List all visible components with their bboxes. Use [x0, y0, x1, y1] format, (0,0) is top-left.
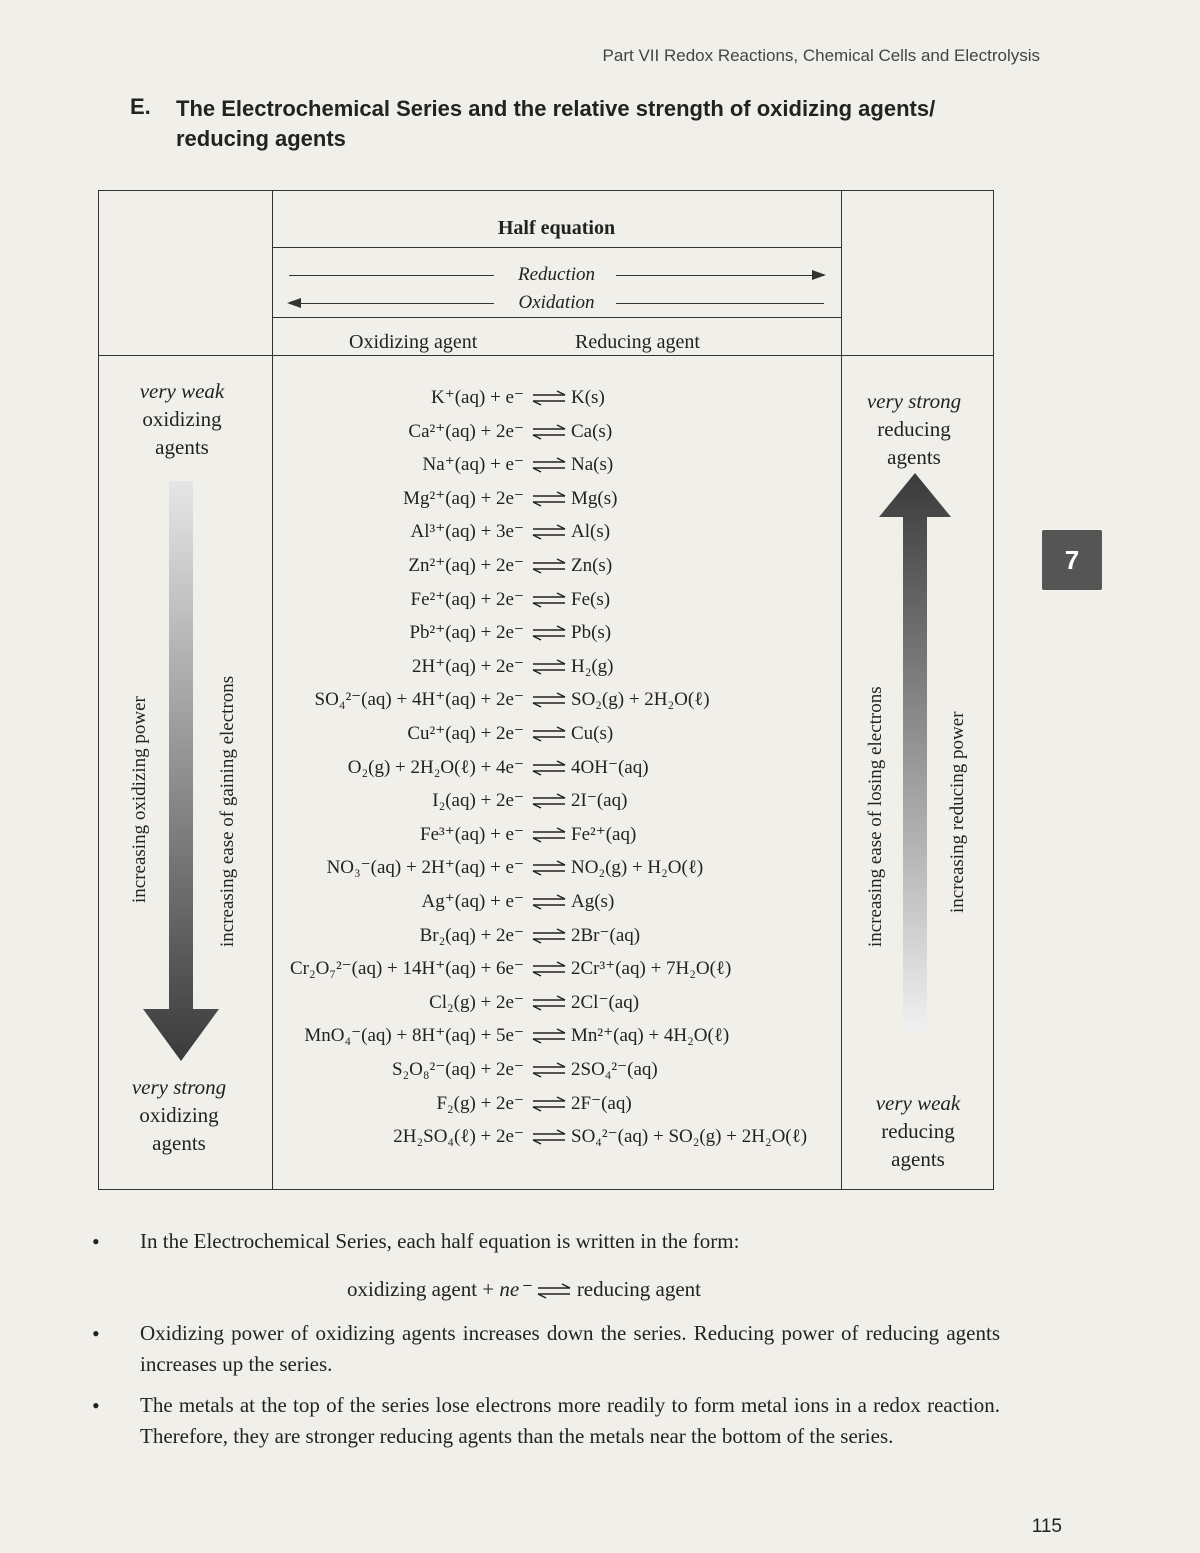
- half-equation-row: [259, 986, 859, 1019]
- up-arrow-icon: [875, 473, 955, 1033]
- reducing-agent-side: 2Cl⁻(aq): [571, 991, 640, 1013]
- half-equation-row: [259, 683, 859, 716]
- equilibrium-icon: [531, 760, 567, 776]
- oxidizing-agent-side: Al³⁺(aq) + 3e⁻: [410, 521, 524, 543]
- increasing-oxidizing-power-label: increasing oxidizing power: [129, 696, 150, 903]
- reducing-agent-column-label: Reducing agent: [575, 331, 700, 353]
- running-header: Part VII Redox Reactions, Chemical Cells and Electrolysis: [602, 46, 1040, 65]
- half-equation-row: [259, 650, 859, 683]
- reducing-agent-side: 2I⁻(aq): [571, 790, 628, 812]
- reducing-agent-side: SO₄²⁻(aq) + SO₂(g) + 2H₂O(ℓ): [571, 1126, 808, 1148]
- half-equation-row: [259, 515, 859, 548]
- reducing-agent-side: H₂(g): [571, 655, 614, 677]
- oxidation-label: Oxidation: [518, 292, 595, 313]
- reducing-agent-side: 2F⁻(aq): [571, 1092, 632, 1114]
- oxidizing-agent-side: S₂O₈²⁻(aq) + 2e⁻: [391, 1059, 524, 1080]
- equilibrium-icon: [531, 1129, 567, 1145]
- section-title: The Electrochemical Series and the relative strength of oxidizing agents/ reducing agents: [176, 96, 936, 151]
- reducing-agent-side: Fe²⁺(aq): [571, 823, 637, 845]
- oxidizing-agent-column-label: Oxidizing agent: [349, 331, 478, 353]
- reduction-direction: [289, 265, 824, 285]
- increasing-losing-electrons-label: increasing ease of losing electrons: [865, 686, 886, 947]
- oxidizing-agent-side: Ca²⁺(aq) + 2e⁻: [408, 420, 524, 442]
- reducing-agent-side: Fe(s): [571, 588, 611, 610]
- equilibrium-icon: [531, 558, 567, 574]
- half-equation-row: [259, 885, 859, 918]
- oxidation-direction: [289, 293, 824, 313]
- half-equation-row: [259, 1087, 859, 1120]
- equilibrium-icon: [531, 1096, 567, 1112]
- oxidizing-agent-side: Na⁺(aq) + e⁻: [422, 454, 524, 476]
- reducing-agent-side: Cu(s): [571, 723, 614, 744]
- bullet-icon: •: [92, 1229, 100, 1254]
- very-strong-reducing-label: very strong reducing agents: [866, 389, 962, 469]
- equilibrium-icon: [531, 928, 567, 944]
- oxidizing-agent-side: K⁺(aq) + e⁻: [430, 387, 524, 408]
- reducing-agent-side: SO₂(g) + 2H₂O(ℓ): [571, 689, 710, 711]
- reducing-agent-side: Na(s): [571, 454, 614, 476]
- equilibrium-icon: [531, 491, 567, 507]
- equilibrium-icon: [531, 995, 567, 1011]
- very-strong-oxidizing-label: very strong oxidizing agents: [131, 1075, 227, 1155]
- reducing-agent-side: Pb(s): [571, 622, 612, 644]
- reducing-agent-side: Al(s): [571, 521, 611, 543]
- oxidizing-agent-side: SO₄²⁻(aq) + 4H⁺(aq) + 2e⁻: [314, 689, 524, 711]
- oxidizing-agent-side: Cr₂O₇²⁻(aq) + 14H⁺(aq) + 6e⁻: [289, 958, 524, 980]
- reducing-agent-side: Ag(s): [571, 891, 615, 912]
- reducing-agent-side: 2SO₄²⁻(aq): [571, 1059, 658, 1080]
- equilibrium-icon: [536, 1283, 572, 1299]
- reducing-agent-side: NO₂(g) + H₂O(ℓ): [571, 857, 704, 879]
- equilibrium-icon: [531, 390, 567, 406]
- half-equation-row: [259, 784, 859, 817]
- half-equation-row: [259, 952, 859, 985]
- half-equation-row: [259, 1053, 859, 1086]
- equilibrium-icon: [531, 457, 567, 473]
- general-half-equation: oxidizing agent + ne⁻ reducing agent: [347, 1277, 702, 1301]
- oxidizing-agent-side: Cl₂(g) + 2e⁻: [429, 991, 524, 1013]
- oxidizing-agent-side: I₂(aq) + 2e⁻: [432, 790, 524, 812]
- increasing-gaining-electrons-label: increasing ease of gaining electrons: [217, 675, 238, 947]
- equilibrium-icon: [531, 625, 567, 641]
- oxidizing-agent-side: 2H₂SO₄(ℓ) + 2e⁻: [393, 1126, 524, 1148]
- half-equation-row: [259, 583, 859, 616]
- page-number: 115: [1031, 1516, 1062, 1537]
- oxidizing-agent-side: Mg²⁺(aq) + 2e⁻: [403, 487, 524, 509]
- oxidizing-agent-side: F₂(g) + 2e⁻: [436, 1092, 524, 1114]
- oxidizing-agent-side: Cu²⁺(aq) + 2e⁻: [407, 723, 524, 744]
- half-equation-row: [259, 851, 859, 884]
- very-weak-oxidizing-label: very weak oxidizing agents: [139, 379, 225, 459]
- reducing-agent-side: Mn²⁺(aq) + 4H₂O(ℓ): [571, 1025, 730, 1047]
- chapter-tab: 7: [1042, 530, 1102, 590]
- half-equation-row: [259, 448, 859, 481]
- bullet-icon: •: [92, 1393, 100, 1418]
- equilibrium-icon: [531, 424, 567, 440]
- oxidizing-agent-side: 2H⁺(aq) + 2e⁻: [411, 655, 524, 677]
- down-arrow-icon: [141, 481, 221, 1063]
- equilibrium-icon: [531, 524, 567, 540]
- equilibrium-icon: [531, 1062, 567, 1078]
- equilibrium-icon: [531, 659, 567, 675]
- table-rule-arrows: [272, 317, 841, 318]
- reducing-agent-side: 2Cr³⁺(aq) + 7H₂O(ℓ): [571, 958, 732, 980]
- table-rule-columns: [99, 355, 993, 356]
- section-letter: E.: [130, 94, 151, 119]
- half-equation-row: [259, 717, 859, 750]
- half-equation-row: [259, 415, 859, 448]
- equilibrium-icon: [531, 726, 567, 742]
- half-equation-row: [259, 818, 859, 851]
- equilibrium-icon: [531, 592, 567, 608]
- half-equation-row: [259, 1120, 859, 1153]
- oxidizing-agent-side: Fe²⁺(aq) + 2e⁻: [410, 588, 524, 610]
- reducing-agent-side: 2Br⁻(aq): [571, 924, 641, 946]
- table-rule-head: [272, 247, 841, 248]
- oxidizing-agent-side: Zn²⁺(aq) + 2e⁻: [408, 555, 524, 576]
- equilibrium-icon: [531, 961, 567, 977]
- increasing-reducing-power-label: increasing reducing power: [947, 711, 968, 913]
- reduction-label: Reduction: [517, 264, 596, 285]
- very-weak-reducing-label: very weak reducing agents: [875, 1091, 961, 1171]
- equilibrium-icon: [531, 894, 567, 910]
- half-equation-heading: Half equation: [497, 217, 616, 239]
- oxidizing-agent-side: Br₂(aq) + 2e⁻: [419, 924, 524, 946]
- half-equation-row: [259, 919, 859, 952]
- half-equation-row: [259, 1019, 859, 1052]
- reducing-agent-side: K(s): [571, 387, 605, 408]
- oxidizing-agent-side: Fe³⁺(aq) + e⁻: [420, 823, 524, 845]
- equilibrium-icon: [531, 793, 567, 809]
- note-text: The metals at the top of the series lose electrons more readily to form metal ions in a redox reaction. Therefore, they are stronger reducing agents than the metals near the bottom of the series.: [140, 1393, 1000, 1448]
- equilibrium-icon: [531, 860, 567, 876]
- oxidizing-agent-side: NO₃⁻(aq) + 2H⁺(aq) + e⁻: [326, 857, 524, 879]
- reducing-agent-side: Ca(s): [571, 420, 613, 442]
- equilibrium-icon: [531, 827, 567, 843]
- half-equation-row: [259, 482, 859, 515]
- equilibrium-icon: [531, 1028, 567, 1044]
- oxidizing-agent-side: Ag⁺(aq) + e⁻: [421, 891, 524, 912]
- equilibrium-icon: [531, 692, 567, 708]
- bullet-icon: •: [92, 1321, 100, 1346]
- oxidizing-agent-side: MnO₄⁻(aq) + 8H⁺(aq) + 5e⁻: [304, 1025, 524, 1047]
- oxidizing-agent-side: Pb²⁺(aq) + 2e⁻: [409, 622, 524, 644]
- oxidizing-agent-side: O₂(g) + 2H₂O(ℓ) + 4e⁻: [347, 756, 524, 778]
- note-text: In the Electrochemical Series, each half equation is written in the form:: [140, 1229, 740, 1253]
- half-equation-row: [259, 616, 859, 649]
- reducing-agent-side: Mg(s): [571, 487, 618, 509]
- reducing-agent-side: Zn(s): [571, 555, 613, 576]
- half-equation-row: [259, 381, 859, 414]
- half-equation-row: [259, 751, 859, 784]
- reducing-agent-side: 4OH⁻(aq): [571, 756, 649, 778]
- half-equation-row: [259, 549, 859, 582]
- electrochemical-series-table: [98, 190, 994, 1190]
- note-text: Oxidizing power of oxidizing agents increases down the series. Reducing power of reducing agents increases up the series.: [140, 1321, 1000, 1376]
